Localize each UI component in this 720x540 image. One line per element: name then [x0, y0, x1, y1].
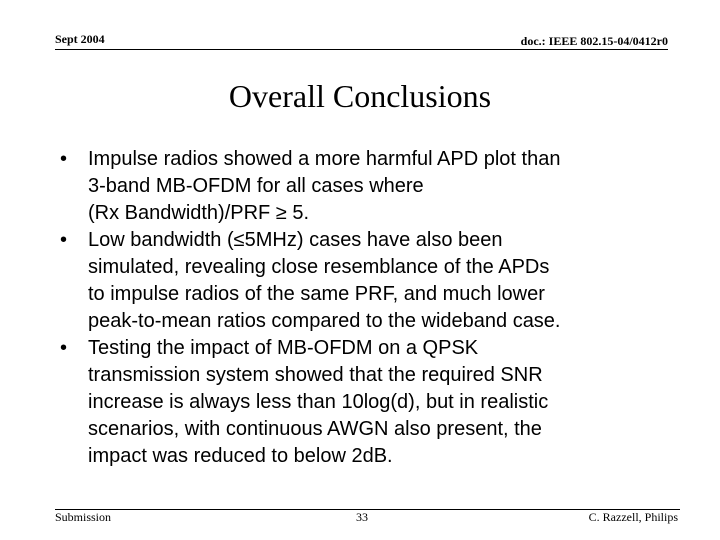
bullet-item	[60, 335, 680, 470]
header-date: Sept 2004	[55, 32, 105, 46]
bullet-line: impact was reduced to below 2dB.	[88, 445, 393, 467]
bullet-line: Low bandwidth (≤5MHz) cases have also been	[88, 229, 503, 251]
bullet-line: peak-to-mean ratios compared to the wideband case.	[88, 310, 561, 332]
bullet-icon: •	[60, 229, 68, 251]
bullet-line: (Rx Bandwidth)/PRF ≥ 5.	[88, 202, 310, 224]
bullet-line: increase is always less than 10log(d), but in realistic	[88, 391, 549, 413]
bullet-line: simulated, revealing close resemblance of the APDs	[88, 256, 550, 278]
bullet-item	[60, 146, 680, 227]
bullet-line: to impulse radios of the same PRF, and much lower	[88, 283, 545, 305]
header-divider	[55, 49, 668, 50]
bullet-line: transmission system showed that the required SNR	[88, 364, 543, 386]
bullet-item	[60, 227, 680, 335]
header-doc-id: doc.: IEEE 802.15-04/0412r0	[520, 34, 668, 48]
bullet-icon: •	[60, 148, 68, 170]
footer-submission: Submission	[55, 510, 112, 524]
bullet-line: 3-band MB-OFDM for all cases where	[88, 175, 424, 197]
footer-page-number: 33	[356, 510, 368, 524]
bullet-icon: •	[60, 337, 68, 359]
bullet-line: Impulse radios showed a more harmful APD plot than	[88, 148, 561, 170]
bullet-line: scenarios, with continuous AWGN also present, the	[88, 418, 542, 440]
bullet-line: Testing the impact of MB-OFDM on a QPSK	[88, 337, 479, 359]
slide-title: Overall Conclusions	[228, 78, 492, 114]
footer-author: C. Razzell, Philips	[588, 510, 678, 524]
bullet-list	[60, 146, 680, 470]
